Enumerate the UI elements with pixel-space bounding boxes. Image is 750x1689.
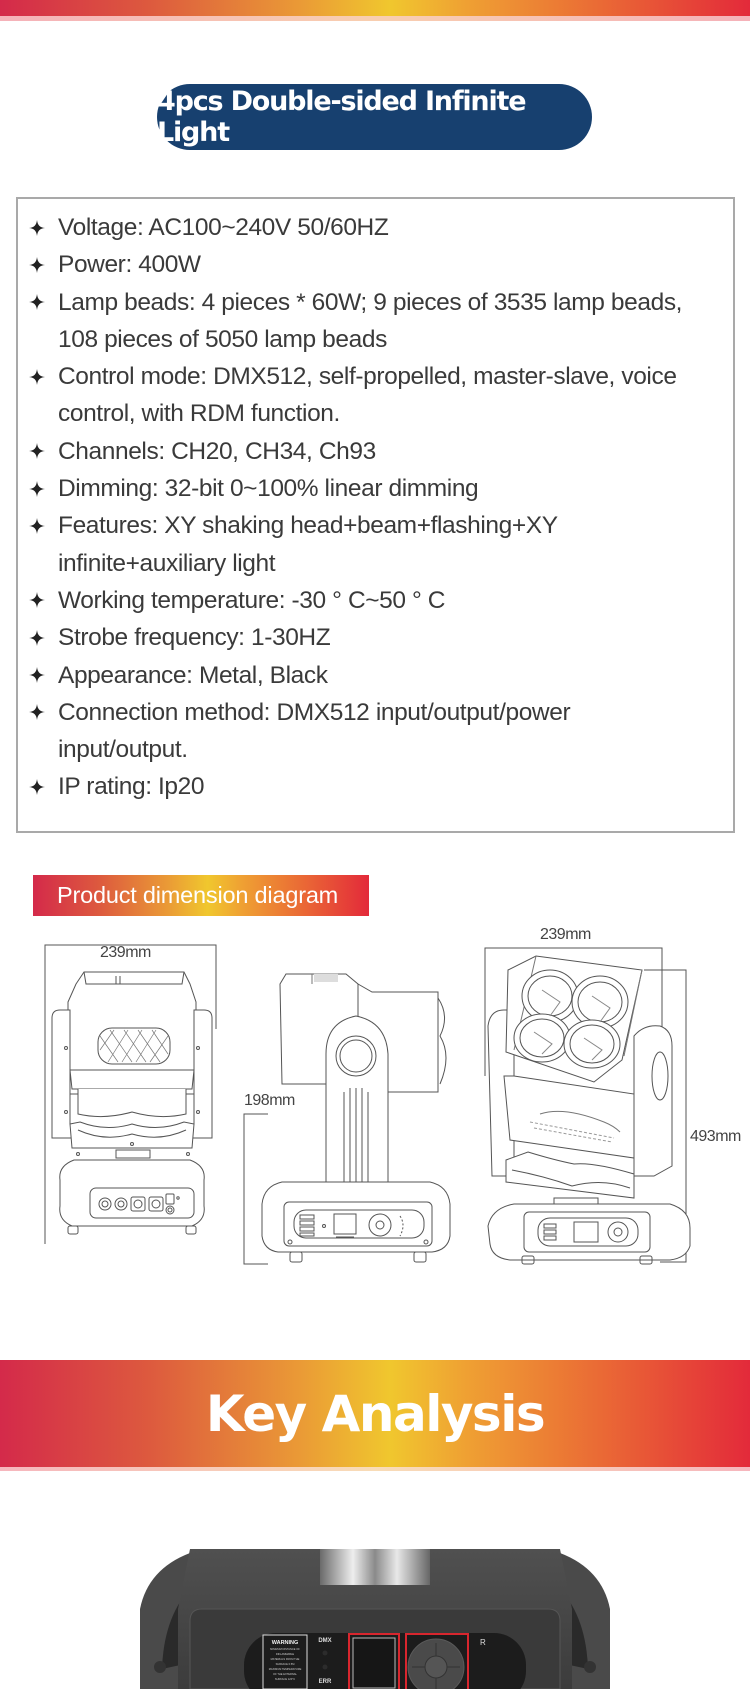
angled-view-drawing (484, 926, 750, 1266)
four-point-star-icon (27, 358, 47, 395)
spec-line: control, with RDM function. (58, 400, 340, 428)
key-analysis-title: Key Analysis (205, 1384, 545, 1443)
spec-list (18, 209, 733, 806)
side-view-drawing (242, 964, 452, 1266)
dmx-led-label: DMX (318, 1638, 332, 1644)
dimension-diagram-header (33, 875, 369, 916)
spec-item (18, 582, 733, 619)
spec-line: Control mode: DMX512, self-propelled, master-slave, voice (58, 363, 677, 391)
spec-line: Working temperature: -30 ° C~50 ° C (58, 586, 446, 614)
angled-view-height-label: 493mm (690, 1128, 741, 1145)
svg-text:MINIMUM DISTANCE OF: MINIMUM DISTANCE OF (270, 1648, 300, 1651)
warning-title: WARNING (271, 1640, 299, 1646)
spec-item (18, 619, 733, 656)
spec-line: Lamp beads: 4 pieces * 60W; 9 pieces of 3535 lamp beads, (58, 288, 683, 316)
spec-line: Dimming: 32-bit 0~100% linear dimming (58, 475, 479, 503)
spec-box (16, 197, 735, 833)
top-gradient-fade (0, 16, 750, 21)
key-analysis-fade (0, 1467, 750, 1471)
page-title: 4pcs Double-sided Infinite Light (157, 84, 592, 150)
four-point-star-icon (27, 768, 47, 805)
svg-text:SURFACE 120°C: SURFACE 120°C (274, 1678, 296, 1681)
front-view-width-label: 239mm (100, 944, 151, 961)
spec-item (18, 694, 733, 769)
spec-item (18, 768, 733, 805)
spec-item (18, 209, 733, 246)
four-point-star-icon (27, 619, 47, 656)
spec-line: Strobe frequency: 1-30HZ (58, 624, 331, 652)
svg-text:R: R (480, 1638, 486, 1647)
spec-line: Features: XY shaking head+beam+flashing+XY (58, 512, 558, 540)
spec-line: 108 pieces of 5050 lamp beads (58, 325, 387, 353)
four-point-star-icon (27, 507, 47, 544)
spec-line: Power: 400W (58, 251, 201, 279)
spec-line: input/output. (58, 736, 188, 764)
spec-item (18, 470, 733, 507)
svg-text:MAXIMUM TEMPERATURE: MAXIMUM TEMPERATURE (268, 1668, 302, 1671)
four-point-star-icon (27, 694, 47, 731)
dimension-diagram-title: Product dimension diagram (57, 882, 339, 908)
spec-line: Voltage: AC100~240V 50/60HZ (58, 214, 389, 241)
spec-item (18, 246, 733, 283)
spec-item (18, 657, 733, 694)
svg-text:MATERIALS FROM THE: MATERIALS FROM THE (270, 1658, 300, 1661)
err-led-label: ERR (318, 1679, 332, 1685)
four-point-star-icon (27, 209, 47, 246)
four-point-star-icon (27, 284, 47, 321)
four-point-star-icon (27, 582, 47, 619)
spec-item (18, 507, 733, 582)
svg-text:INFLAMMABLE: INFLAMMABLE (275, 1653, 295, 1656)
spec-item (18, 284, 733, 359)
spec-line: IP rating: Ip20 (58, 773, 205, 801)
spec-line: Appearance: Metal, Black (58, 661, 328, 689)
angled-view-width-label: 239mm (540, 926, 591, 943)
side-view-depth-label: 198mm (244, 1092, 295, 1109)
key-analysis-banner (0, 1360, 750, 1467)
four-point-star-icon (27, 433, 47, 470)
spec-line: infinite+auxiliary light (58, 549, 276, 577)
svg-text:OF THE EXTERNAL: OF THE EXTERNAL (273, 1673, 297, 1676)
product-photo-control-panel (140, 1549, 610, 1689)
spec-item (18, 358, 733, 433)
spec-item (18, 433, 733, 470)
spec-line: Connection method: DMX512 input/output/power (58, 698, 571, 726)
four-point-star-icon (27, 470, 47, 507)
front-view-drawing (44, 944, 220, 1244)
spec-line: Channels: CH20, CH34, Ch93 (58, 437, 376, 465)
top-gradient-bar (0, 0, 750, 16)
four-point-star-icon (27, 657, 47, 694)
four-point-star-icon (27, 246, 47, 283)
svg-text:SURFACE 0.5M: SURFACE 0.5M (275, 1663, 295, 1666)
